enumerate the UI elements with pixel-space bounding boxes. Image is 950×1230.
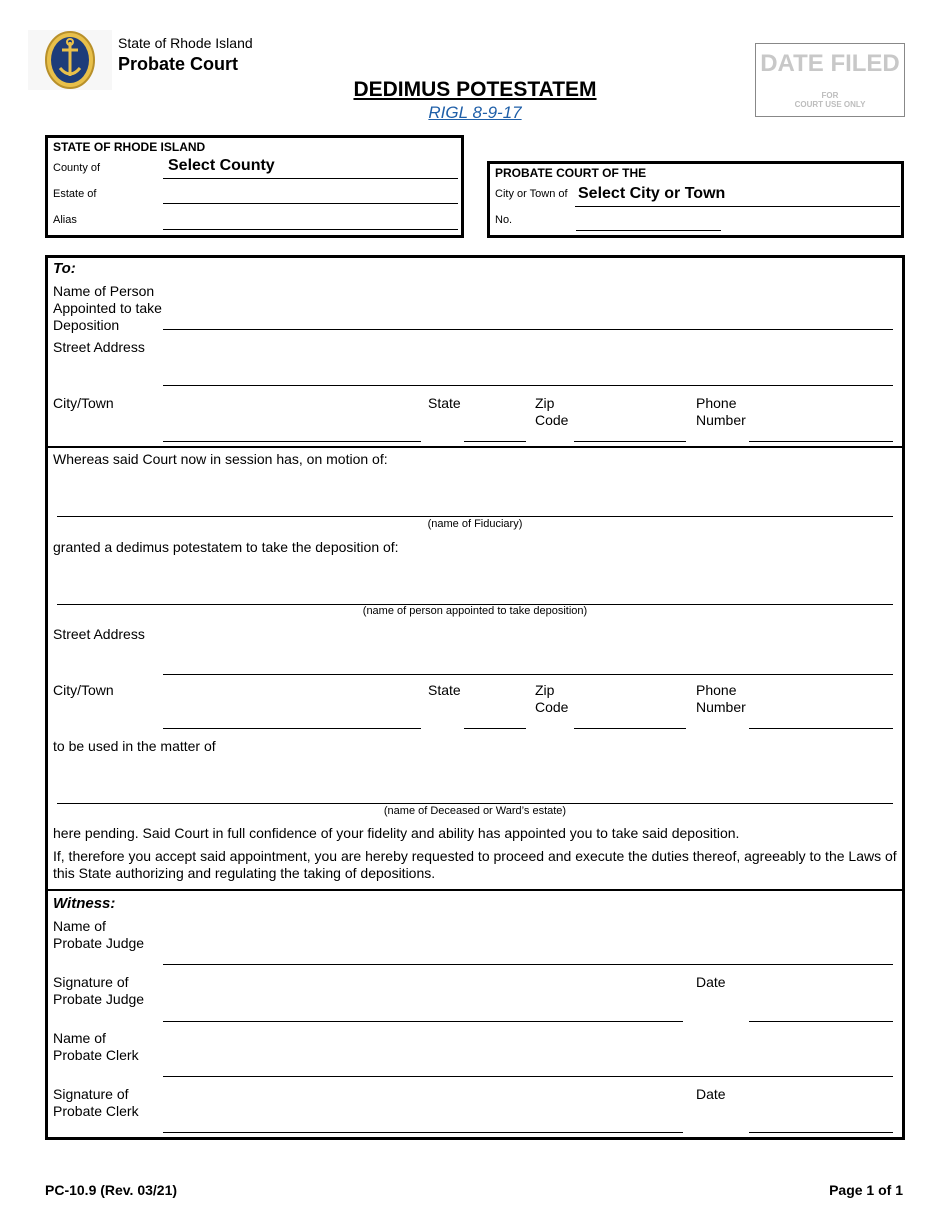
city-town-underline [575, 206, 900, 207]
clerk-name-label [53, 1030, 139, 1064]
to-zip-field[interactable] [574, 418, 686, 441]
clerk-name-field[interactable] [163, 1050, 893, 1076]
county-select[interactable]: Select County [168, 157, 275, 174]
probate-court-heading: PROBATE COURT OF THE [495, 166, 647, 180]
court-use-line-1: FOR [821, 91, 839, 100]
body-street-field[interactable] [163, 648, 893, 674]
to-state-underline [464, 441, 526, 442]
to-zip-label-line-2: Code [535, 412, 569, 428]
estate-name-field[interactable] [57, 775, 893, 803]
judge-signature-field[interactable] [163, 995, 683, 1021]
accept-text-line-2: this State authorizing and regulating the taking of depositions. [53, 865, 436, 881]
to-zip-label-line-1: Zip [535, 395, 555, 411]
matter-text: to be used in the matter of [53, 738, 216, 754]
to-phone-label [696, 395, 746, 429]
body-city-field[interactable] [163, 705, 421, 728]
accept-text-line-1: If, therefore you accept said appointment, you are hereby requested to proceed and execute the duties thereof, agreeably to the Laws of [53, 848, 897, 864]
body-zip-label [535, 682, 568, 716]
estate-label: Estate of [53, 188, 97, 200]
judge-name-label [53, 918, 144, 952]
judge-date-label: Date [696, 974, 726, 990]
to-appointee-name-underline [163, 329, 893, 330]
estate-name-underline [57, 803, 893, 804]
to-city-underline [163, 441, 421, 442]
state-name: State of Rhode Island [118, 35, 253, 51]
body-phone-label-line-1: Phone [696, 682, 737, 698]
witness-heading: Witness: [53, 895, 116, 912]
estate-caption: (name of Deceased or Ward’s estate) [383, 805, 567, 817]
appointee-caption: (name of person appointed to take deposition) [362, 605, 588, 617]
body-street-label: Street Address [53, 626, 145, 642]
fiduciary-underline [57, 516, 893, 517]
appointee-name-label-line-2: Appointed to take [53, 300, 162, 316]
clerk-signature-label-line-2: Probate Clerk [53, 1103, 139, 1119]
case-number-field[interactable] [576, 212, 721, 230]
estate-underline [163, 203, 458, 204]
clerk-name-label-line-1: Name of [53, 1030, 106, 1046]
statute-link[interactable]: RIGL 8-9-17 [428, 103, 522, 122]
fiduciary-caption: (name of Fiduciary) [427, 518, 523, 530]
fiduciary-name-field[interactable] [57, 488, 893, 516]
appointee-name-label-line-1: Name of Person [53, 283, 155, 299]
judge-name-underline [163, 964, 893, 965]
judge-name-label-line-2: Probate Judge [53, 935, 145, 951]
clerk-name-label-line-2: Probate Clerk [53, 1047, 139, 1063]
form-id: PC-10.9 (Rev. 03/21) [45, 1182, 178, 1198]
alias-label: Alias [53, 214, 77, 226]
pending-text: here pending. Said Court in full confidence of your fidelity and ability has appointed you to take said deposition. [53, 825, 740, 841]
city-town-label: City or Town of [495, 188, 568, 200]
judge-signature-label [53, 974, 144, 1008]
body-zip-label-line-2: Code [535, 699, 569, 715]
to-appointee-name-field[interactable] [163, 305, 893, 329]
to-state-field[interactable] [464, 418, 526, 441]
body-city-label: City/Town [53, 682, 114, 698]
date-filed-label: DATE FILED [760, 50, 900, 77]
judge-date-field[interactable] [749, 995, 893, 1021]
date-filed-box [755, 43, 905, 117]
appointee-name-label-line-3: Deposition [53, 317, 120, 333]
clerk-signature-label-line-1: Signature of [53, 1086, 129, 1102]
to-street-underline [163, 385, 893, 386]
judge-name-label-line-1: Name of [53, 918, 106, 934]
deponent-name-field[interactable] [57, 577, 893, 604]
clerk-signature-underline [163, 1132, 683, 1133]
to-zip-label [535, 395, 568, 429]
estate-field[interactable] [163, 184, 458, 204]
judge-signature-label-line-2: Probate Judge [53, 991, 145, 1007]
body-zip-field[interactable] [574, 705, 686, 728]
city-town-select[interactable]: Select City or Town [578, 185, 726, 202]
court-name: Probate Court [118, 54, 239, 74]
court-use-note [756, 91, 904, 109]
judge-signature-underline [163, 1021, 683, 1022]
to-phone-field[interactable] [749, 418, 893, 441]
granted-text: granted a dedimus potestatem to take the deposition of: [53, 539, 399, 555]
body-zip-label-line-1: Zip [535, 682, 555, 698]
body-phone-label [696, 682, 746, 716]
body-state-field[interactable] [464, 705, 526, 728]
judge-name-field[interactable] [163, 938, 893, 964]
county-underline [163, 178, 458, 179]
to-city-label: City/Town [53, 395, 114, 411]
alias-underline [163, 229, 458, 230]
accept-text [53, 848, 901, 882]
appointee-name-label [53, 283, 162, 334]
judge-date-underline [749, 1021, 893, 1022]
body-phone-underline [749, 728, 893, 729]
to-phone-underline [749, 441, 893, 442]
court-use-line-2: COURT USE ONLY [794, 100, 866, 109]
to-section-divider [45, 446, 905, 448]
alias-field[interactable] [163, 210, 458, 230]
body-city-underline [163, 728, 421, 729]
body-phone-field[interactable] [749, 705, 893, 728]
clerk-date-label: Date [696, 1086, 726, 1102]
judge-signature-label-line-1: Signature of [53, 974, 129, 990]
to-zip-underline [574, 441, 686, 442]
to-phone-label-line-2: Number [696, 412, 746, 428]
to-street-label: Street Address [53, 339, 145, 355]
body-street-underline [163, 674, 893, 675]
clerk-signature-field[interactable] [163, 1106, 683, 1132]
to-phone-label-line-1: Phone [696, 395, 737, 411]
case-number-label: No. [495, 214, 513, 226]
clerk-date-underline [749, 1132, 893, 1133]
form-title: DEDIMUS POTESTATEM [353, 78, 597, 101]
body-zip-underline [574, 728, 686, 729]
case-number-underline [576, 230, 721, 231]
clerk-name-underline [163, 1076, 893, 1077]
county-label: County of [53, 162, 101, 174]
whereas-text: Whereas said Court now in session has, on motion of: [53, 451, 388, 467]
state-heading: STATE OF RHODE ISLAND [53, 140, 206, 154]
clerk-date-field[interactable] [749, 1106, 893, 1132]
body-phone-label-line-2: Number [696, 699, 746, 715]
to-city-field[interactable] [163, 418, 421, 441]
to-street-field[interactable] [163, 360, 893, 385]
page-number: Page 1 of 1 [829, 1182, 903, 1198]
body-state-label: State [428, 682, 461, 698]
to-state-label: State [428, 395, 461, 411]
clerk-signature-label [53, 1086, 139, 1120]
body-state-underline [464, 728, 526, 729]
witness-section-divider [45, 889, 905, 891]
to-heading: To: [53, 260, 76, 277]
